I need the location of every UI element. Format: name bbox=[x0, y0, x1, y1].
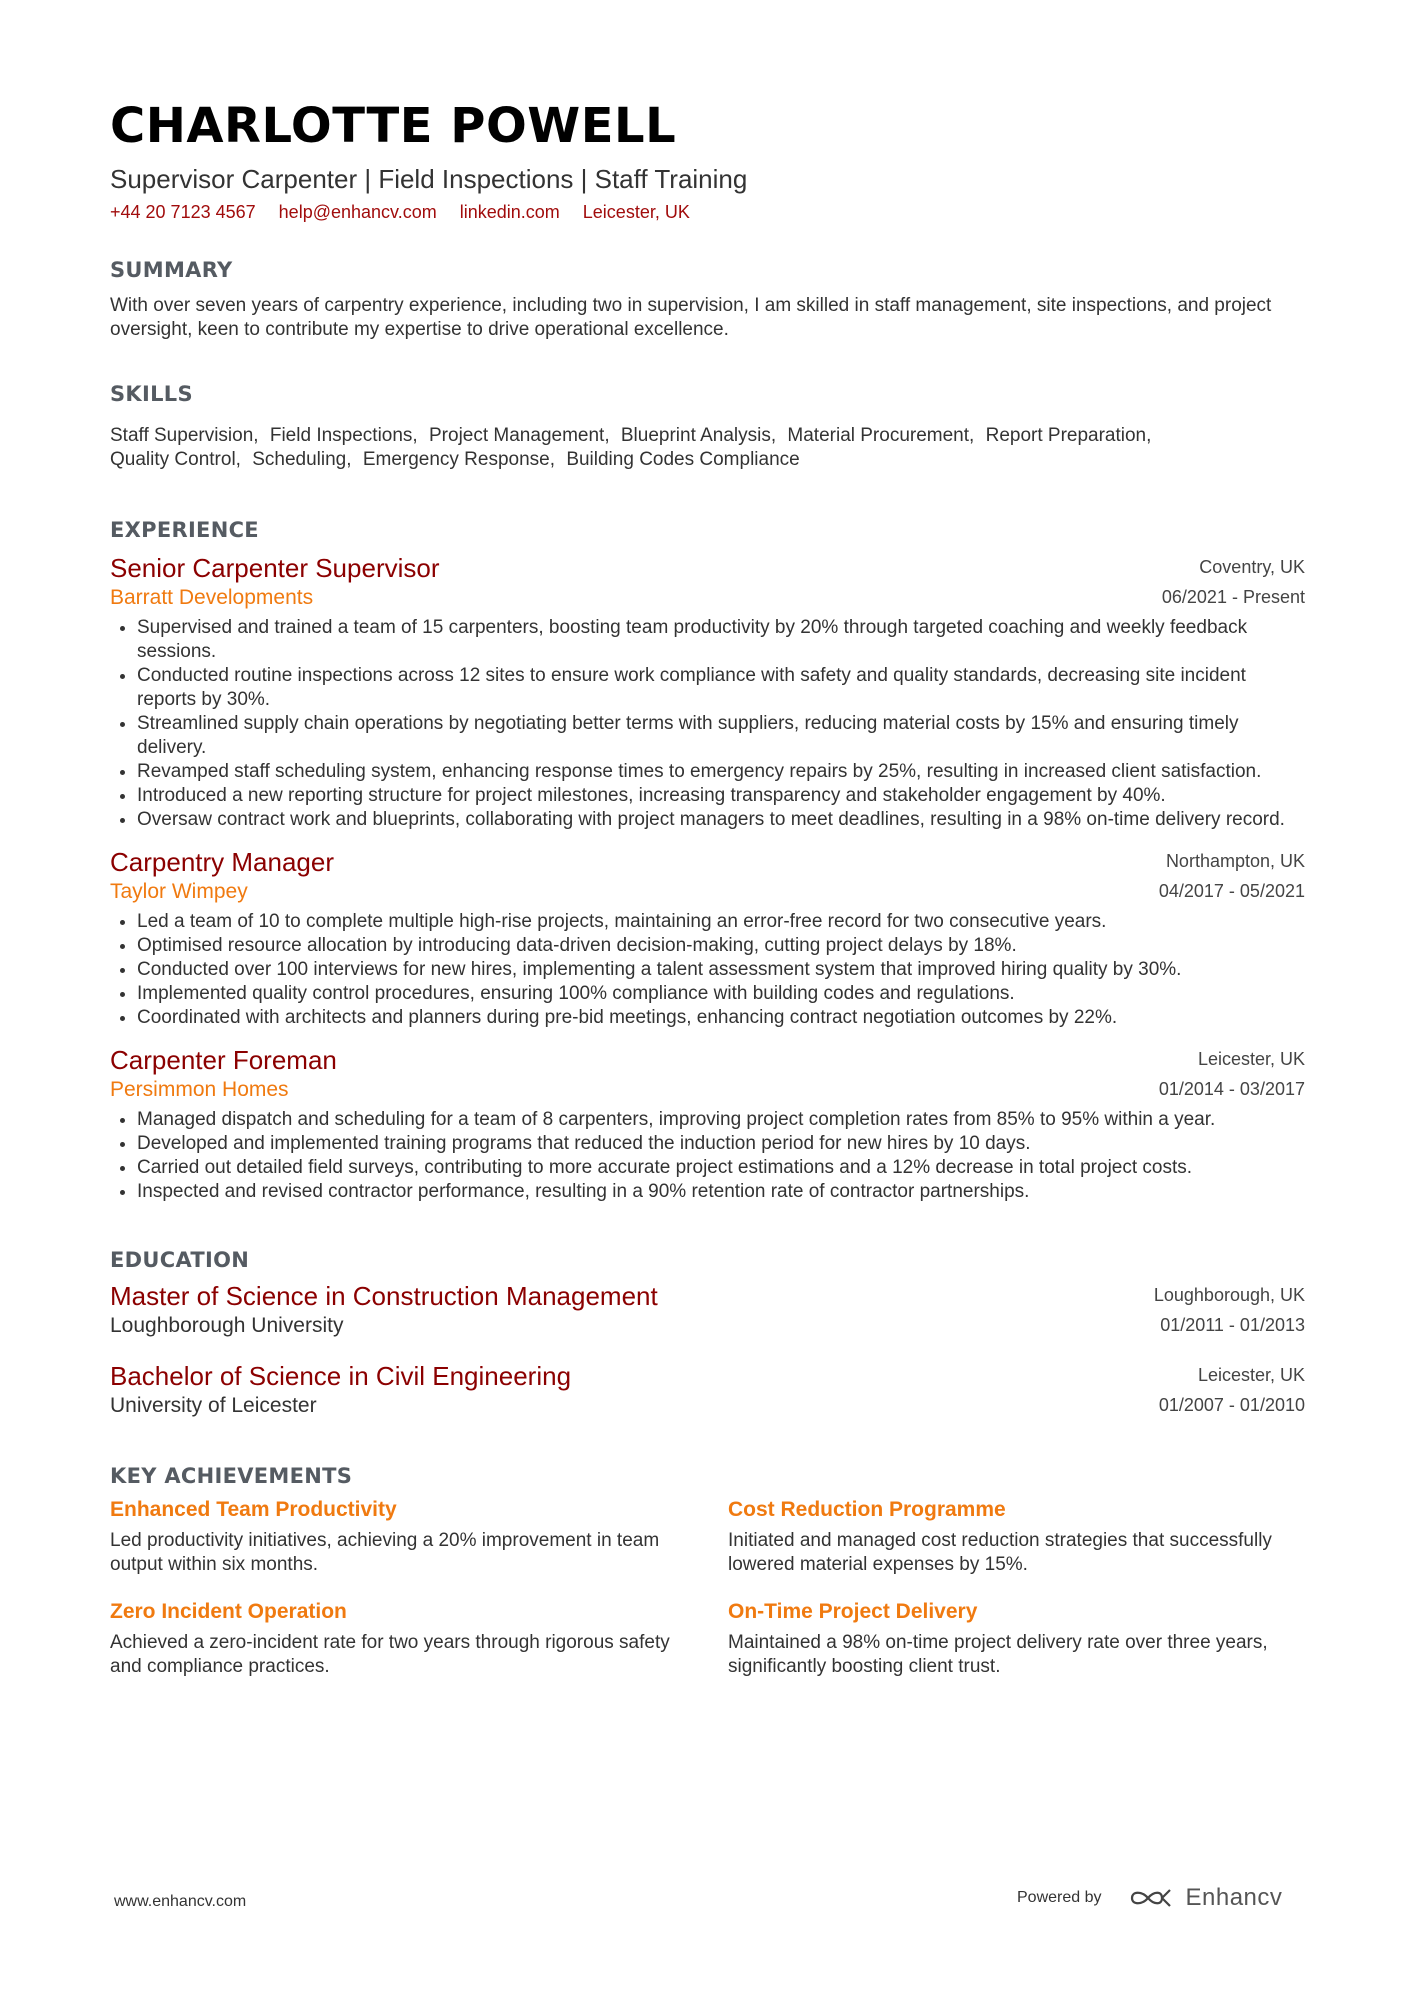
degree-title: Master of Science in Construction Management bbox=[110, 1281, 658, 1311]
list-item: • Developed and implemented training programs that reduced the induction period for new hires by 10 days. bbox=[137, 1132, 1305, 1156]
candidate-name: CHARLOTTE POWELL bbox=[110, 98, 677, 154]
job-dates: 04/2017 - 05/2021 bbox=[1158, 881, 1305, 901]
list-item: • Inspected and revised contractor performance, resulting in a 90% retention rate of contractor partnerships. bbox=[137, 1180, 1305, 1204]
education-meta bbox=[1154, 1280, 1305, 1340]
job-entry bbox=[110, 846, 1305, 1030]
contact-email[interactable]: help@enhancv.com bbox=[278, 202, 437, 222]
skill-item: Blueprint Analysis, bbox=[620, 425, 777, 446]
school-name: Loughborough University bbox=[110, 1314, 344, 1337]
list-item: • Conducted over 100 interviews for new hires, implementing a talent assessment system that improved hiring quality by 30%. bbox=[137, 958, 1305, 982]
job-title: Senior Carpenter Supervisor bbox=[110, 553, 440, 583]
contact-info bbox=[110, 200, 1305, 224]
resume-header bbox=[110, 96, 1305, 224]
job-title: Carpentry Manager bbox=[110, 847, 334, 877]
job-bullets bbox=[110, 910, 1305, 1030]
job-title: Carpenter Foreman bbox=[110, 1045, 337, 1075]
education-entry bbox=[110, 1280, 1305, 1340]
contact-phone[interactable]: +44 20 7123 4567 bbox=[110, 202, 256, 222]
experience-section bbox=[110, 518, 1305, 1204]
skills-list bbox=[110, 424, 1305, 472]
achievement-item bbox=[110, 1496, 670, 1577]
list-item: • Conducted routine inspections across 12 sites to ensure work compliance with safety and quality standards, decreasing site incident reports by 30%. bbox=[137, 664, 1305, 712]
job-company: Barratt Developments bbox=[110, 586, 314, 609]
list-item: • Optimised resource allocation by introducing data-driven decision-making, cutting project delays by 18%. bbox=[137, 934, 1305, 958]
achievements-section bbox=[110, 1464, 1305, 1716]
job-bullets bbox=[110, 1108, 1305, 1204]
education-section bbox=[110, 1248, 1305, 1420]
list-item: • Streamlined supply chain operations by negotiating better terms with suppliers, reducing material costs by 15% and ensuring timely delivery. bbox=[137, 712, 1305, 760]
job-company: Persimmon Homes bbox=[110, 1078, 289, 1101]
enhancv-infinity-logo-icon bbox=[1128, 1883, 1180, 1913]
list-item: • Introduced a new reporting structure for project milestones, increasing transparency and stakeholder engagement by 40%. bbox=[137, 784, 1305, 808]
achievement-desc: Led productivity initiatives, achieving a 20% improvement in team output within six months. bbox=[110, 1530, 660, 1575]
degree-title: Bachelor of Science in Civil Engineering bbox=[110, 1361, 572, 1391]
school-name: University of Leicester bbox=[110, 1394, 317, 1417]
skill-item: Emergency Response, bbox=[362, 449, 556, 470]
list-item: • Supervised and trained a team of 15 carpenters, boosting team productivity by 20% through targeted coaching and weekly feedback sessions. bbox=[137, 616, 1305, 664]
skill-item: Scheduling, bbox=[252, 449, 352, 470]
contact-linkedin[interactable]: linkedin.com bbox=[459, 202, 560, 222]
achievement-item bbox=[728, 1598, 1288, 1679]
summary-title: SUMMARY bbox=[110, 258, 233, 282]
job-entry bbox=[110, 1044, 1305, 1204]
education-location: Loughborough, UK bbox=[1153, 1285, 1305, 1305]
education-dates: 01/2011 - 01/2013 bbox=[1160, 1315, 1305, 1335]
achievements-title: KEY ACHIEVEMENTS bbox=[110, 1464, 353, 1488]
achievement-title: Enhanced Team Productivity bbox=[110, 1498, 397, 1521]
footer-website[interactable]: www.enhancv.com bbox=[114, 1893, 247, 1910]
job-company: Taylor Wimpey bbox=[110, 880, 248, 903]
job-dates: 01/2014 - 03/2017 bbox=[1158, 1079, 1305, 1099]
experience-title: EXPERIENCE bbox=[110, 518, 259, 542]
list-item: • Carried out detailed field surveys, contributing to more accurate project estimations and a 12% decrease in total project costs. bbox=[137, 1156, 1305, 1180]
summary-section bbox=[110, 258, 1305, 342]
skill-item: Project Management, bbox=[429, 425, 610, 446]
job-location: Coventry, UK bbox=[1199, 557, 1305, 577]
list-item: • Managed dispatch and scheduling for a team of 8 carpenters, improving project completion rates from 85% to 95% within a year. bbox=[137, 1108, 1305, 1132]
skill-item: Quality Control, bbox=[110, 449, 241, 470]
job-dates: 06/2021 - Present bbox=[1161, 587, 1305, 607]
candidate-tagline: Supervisor Carpenter | Field Inspections | Staff Training bbox=[110, 164, 748, 194]
contact-location: Leicester, UK bbox=[582, 202, 690, 222]
achievement-title: Cost Reduction Programme bbox=[728, 1498, 1006, 1521]
achievement-title: Zero Incident Operation bbox=[110, 1600, 347, 1623]
education-meta bbox=[1159, 1360, 1305, 1420]
achievement-desc: Achieved a zero-incident rate for two years through rigorous safety and compliance practices. bbox=[110, 1632, 670, 1677]
achievements-grid bbox=[110, 1496, 1305, 1716]
summary-text: With over seven years of carpentry experience, including two in supervision, I am skilled in staff management, site inspections, and project oversight, keen to contribute my expertise to drive operational excellence. bbox=[110, 295, 1272, 340]
job-meta bbox=[1159, 846, 1305, 906]
list-item: • Coordinated with architects and planners during pre-bid meetings, enhancing contract negotiation outcomes by 22%. bbox=[137, 1006, 1305, 1030]
resume-page bbox=[110, 96, 1305, 1716]
achievement-desc: Maintained a 98% on-time project delivery rate over three years, significantly boosting client trust. bbox=[728, 1632, 1268, 1677]
skill-item: Report Preparation, bbox=[985, 425, 1152, 446]
achievement-title: On-Time Project Delivery bbox=[728, 1600, 978, 1623]
footer-powered-by[interactable] bbox=[1017, 1883, 1282, 1913]
list-item: • Implemented quality control procedures, ensuring 100% compliance with building codes and regulations. bbox=[137, 982, 1305, 1006]
education-location: Leicester, UK bbox=[1197, 1365, 1305, 1385]
skills-title: SKILLS bbox=[110, 382, 193, 406]
education-dates: 01/2007 - 01/2010 bbox=[1158, 1395, 1305, 1415]
skills-section bbox=[110, 382, 1305, 472]
job-meta bbox=[1162, 552, 1305, 612]
achievement-item bbox=[728, 1496, 1288, 1577]
job-bullets bbox=[110, 616, 1305, 832]
skill-item: Staff Supervision, bbox=[110, 425, 259, 446]
list-item: • Revamped staff scheduling system, enhancing response times to emergency repairs by 25%, resulting in increased client satisfaction. bbox=[137, 760, 1305, 784]
skill-item: Material Procurement, bbox=[787, 425, 975, 446]
job-location: Leicester, UK bbox=[1197, 1049, 1305, 1069]
job-location: Northampton, UK bbox=[1165, 851, 1305, 871]
education-entry bbox=[110, 1360, 1305, 1420]
list-item: • Oversaw contract work and blueprints, collaborating with project managers to meet deadlines, resulting in a 98% on-time delivery record. bbox=[137, 808, 1305, 832]
education-title: EDUCATION bbox=[110, 1248, 250, 1272]
achievement-desc: Initiated and managed cost reduction strategies that successfully lowered material expenses by 15%. bbox=[728, 1530, 1272, 1575]
powered-by-label: Powered by bbox=[1017, 1889, 1102, 1906]
job-entry bbox=[110, 552, 1305, 832]
skill-item: Field Inspections, bbox=[269, 425, 418, 446]
achievement-item bbox=[110, 1598, 670, 1679]
job-meta bbox=[1159, 1044, 1305, 1104]
skill-item: Building Codes Compliance bbox=[566, 449, 800, 470]
enhancv-brand: Enhancv bbox=[1185, 1884, 1283, 1911]
list-item: • Led a team of 10 to complete multiple high-rise projects, maintaining an error-free record for two consecutive years. bbox=[137, 910, 1305, 934]
